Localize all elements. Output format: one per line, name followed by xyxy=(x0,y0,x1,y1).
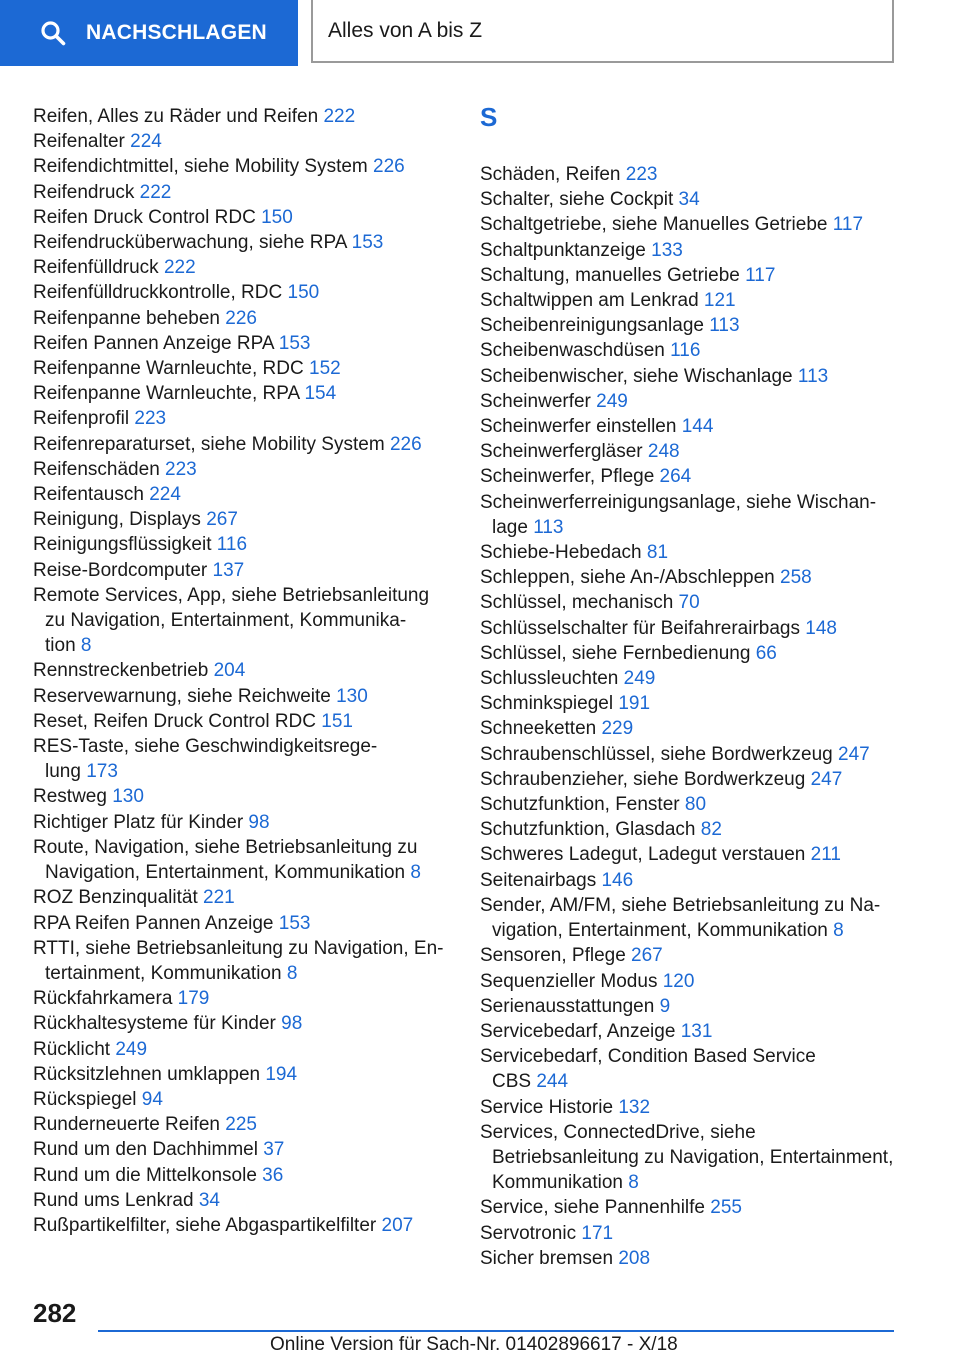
index-entry xyxy=(480,364,910,389)
page-link[interactable]: 113 xyxy=(709,315,740,337)
index-entry xyxy=(480,490,910,540)
index-entry xyxy=(33,306,453,331)
index-entry-text: Servotronic xyxy=(480,1222,582,1244)
index-entry-text: Service Historie xyxy=(480,1096,619,1118)
index-entry xyxy=(480,162,910,187)
index-entry-text: Scheinwerfergläser xyxy=(480,441,648,463)
index-entry-text: RPA Reifen Pannen Anzeige xyxy=(33,912,279,934)
index-entry-text: Reifen Druck Control RDC xyxy=(33,206,262,228)
page-link[interactable]: 204 xyxy=(213,660,246,682)
index-entry-text: Reservewarnung, siehe Reichweite xyxy=(33,685,337,707)
index-entry xyxy=(480,212,910,237)
page-link[interactable]: 8 xyxy=(80,635,92,657)
index-entry-line: Sender, AM/FM, siehe Betriebsanleitung zu Na- xyxy=(480,894,881,916)
page-link[interactable]: 249 xyxy=(623,668,656,690)
page-link[interactable]: 194 xyxy=(265,1063,298,1085)
index-entry xyxy=(480,288,910,313)
index-entry-text: ROZ Benzinqualität xyxy=(33,887,204,909)
section-letter: S xyxy=(480,102,498,132)
index-entry-text: Reifendrucküberwachung, siehe RPA xyxy=(33,232,352,254)
index-entry-text: tertainment, Kommunikation xyxy=(45,962,287,984)
index-entry-text: Reifenfülldruckkontrolle, RDC xyxy=(33,282,288,304)
index-entry-text: Schutzfunktion, Glasdach xyxy=(480,819,701,841)
index-entry xyxy=(480,1221,910,1246)
index-entry xyxy=(33,129,453,154)
page-link[interactable]: 8 xyxy=(833,920,844,942)
page-link[interactable]: 70 xyxy=(678,592,700,614)
index-entry-text: Reifenreparaturset, siehe Mobility System xyxy=(33,433,390,455)
index-entry-text: Schalter, siehe Cockpit xyxy=(480,189,679,211)
header xyxy=(0,0,960,66)
page-link[interactable]: 36 xyxy=(262,1164,284,1186)
index-entry xyxy=(480,1044,910,1094)
index-entry xyxy=(480,666,910,691)
index-entry-text: Kommunikation xyxy=(492,1172,629,1194)
page-link[interactable]: 208 xyxy=(618,1247,651,1269)
page-link[interactable]: 224 xyxy=(130,131,162,153)
index-entry xyxy=(33,432,453,457)
index-entry-text: lage xyxy=(492,516,534,538)
search-tab-label: NACHSCHLAGEN xyxy=(86,21,267,44)
index-entry-text: Scheibenwischer, siehe Wischanlage xyxy=(480,365,798,387)
page-link[interactable]: 120 xyxy=(662,970,695,992)
index-entry xyxy=(480,969,910,994)
index-entry-text: Schraubenschlüssel, siehe Bordwerkzeug xyxy=(480,743,839,765)
index-entry xyxy=(480,414,910,439)
index-entry xyxy=(33,558,453,583)
index-entry xyxy=(480,943,910,968)
page-link[interactable]: 117 xyxy=(832,214,864,236)
index-entry-line: zu Navigation, Entertainment, Kommunika- xyxy=(45,610,407,632)
index-entry xyxy=(480,767,910,792)
index-entry xyxy=(33,1137,453,1162)
index-entry xyxy=(33,986,453,1011)
index-entry-text: Reifentausch xyxy=(33,484,150,506)
page-link[interactable]: 151 xyxy=(321,710,353,732)
index-entry-text: Reifendichtmittel, siehe Mobility System xyxy=(33,156,374,178)
index-entry-text: Rund um den Dachhimmel xyxy=(33,1139,264,1161)
index-entry-text: Reifenfülldruck xyxy=(33,257,164,279)
page-link[interactable]: 153 xyxy=(278,912,311,934)
index-entry-text: Reifenpanne Warnleuchte, RPA xyxy=(33,383,305,405)
section-title-tab[interactable] xyxy=(311,0,894,63)
index-entry-line: Betriebsanleitung zu Navigation, Entertainment, xyxy=(492,1146,894,1168)
index-entry xyxy=(33,457,453,482)
index-entry xyxy=(480,1120,910,1196)
index-entry-text: Service, siehe Pannenhilfe xyxy=(480,1197,711,1219)
index-entry-line: Scheinwerferreinigungsanlage, siehe Wischan- xyxy=(480,491,877,513)
index-entry xyxy=(480,590,910,615)
index-entry xyxy=(33,1163,453,1188)
page-link[interactable]: 152 xyxy=(309,358,341,380)
index-entry-text: Scheibenwaschdüsen xyxy=(480,340,671,362)
page-link[interactable]: 117 xyxy=(745,264,776,286)
page-link[interactable]: 34 xyxy=(678,189,700,211)
page-link[interactable]: 223 xyxy=(165,458,197,480)
index-entry-text: Seitenairbags xyxy=(480,869,602,891)
page-link[interactable]: 248 xyxy=(647,441,680,463)
index-entry xyxy=(33,734,453,784)
page-link[interactable]: 247 xyxy=(810,768,843,790)
page-link[interactable]: 34 xyxy=(198,1189,220,1211)
index-entry xyxy=(33,180,453,205)
page-link[interactable]: 144 xyxy=(681,416,714,438)
index-entry-text: Schutzfunktion, Fenster xyxy=(480,794,685,816)
index-entry xyxy=(33,684,453,709)
index-entry-text: vigation, Entertainment, Kommunikation xyxy=(492,920,834,942)
page-link[interactable]: 267 xyxy=(631,945,663,967)
page-link[interactable]: 223 xyxy=(625,164,658,185)
index-entry xyxy=(33,104,453,129)
page-link[interactable]: 130 xyxy=(112,786,144,808)
page-link[interactable]: 130 xyxy=(336,685,368,707)
index-entry xyxy=(480,994,910,1019)
index-entry-text: Scheinwerfer xyxy=(480,390,597,412)
index-entry xyxy=(33,1011,453,1036)
index-entry-text: Sicher bremsen xyxy=(480,1247,619,1269)
index-entry-text: Schneeketten xyxy=(480,718,602,740)
page-link[interactable]: 221 xyxy=(203,887,235,909)
index-entry xyxy=(33,583,453,659)
index-entry-text: Schraubenzieher, siehe Bordwerkzeug xyxy=(480,768,811,790)
section-title: Alles von A bis Z xyxy=(328,18,483,42)
page-link[interactable]: 171 xyxy=(581,1222,614,1244)
index-entry xyxy=(33,709,453,734)
index-entry-text: Schäden, Reifen xyxy=(480,164,626,185)
index-entry xyxy=(480,716,910,741)
page-link[interactable]: 131 xyxy=(680,1020,713,1042)
page-link[interactable]: 94 xyxy=(141,1088,163,1110)
index-entry-text: Reifen, Alles zu Räder und Reifen xyxy=(33,106,324,127)
index-entry xyxy=(480,464,910,489)
index-entry xyxy=(33,784,453,809)
index-entry-line: Route, Navigation, siehe Betriebsanleitung zu xyxy=(33,836,418,858)
page-link[interactable]: 229 xyxy=(601,718,634,740)
index-entry xyxy=(33,507,453,532)
index-entry-text: Rückhaltesysteme für Kinder xyxy=(33,1013,282,1035)
online-version-note: Online Version für Sach-Nr. 01402896617 - X/18 xyxy=(270,1334,678,1355)
page-link[interactable]: 133 xyxy=(651,239,683,261)
index-entry-text: Schminkspiegel xyxy=(480,693,619,715)
index-entry-text: Schaltung, manuelles Getriebe xyxy=(480,264,746,286)
page-link[interactable]: 113 xyxy=(533,516,564,538)
page-link[interactable]: 9 xyxy=(659,995,671,1017)
index-entry xyxy=(480,338,910,363)
index-entry xyxy=(480,238,910,263)
index-entry-text: Reifenpanne Warnleuchte, RDC xyxy=(33,358,309,380)
index-entry-text: Schaltgetriebe, siehe Manuelles Getriebe xyxy=(480,214,833,236)
search-tab[interactable] xyxy=(0,0,298,66)
index-entry-line: Remote Services, App, siehe Betriebsanleitung xyxy=(33,584,430,606)
page-link[interactable]: 226 xyxy=(389,433,422,455)
index-entry xyxy=(480,893,910,943)
index-entry-text: Reifenschäden xyxy=(33,458,166,480)
page-link[interactable]: 98 xyxy=(248,811,270,833)
index-entry-line: Services, ConnectedDrive, siehe xyxy=(480,1121,756,1143)
page-link[interactable]: 153 xyxy=(351,232,384,254)
index-entry-text: Schleppen, siehe An-/Abschleppen xyxy=(480,567,780,589)
index-entry xyxy=(33,911,453,936)
page-link[interactable]: 244 xyxy=(536,1071,569,1093)
page-link[interactable]: 226 xyxy=(373,156,405,178)
page-link[interactable]: 82 xyxy=(700,819,722,841)
index-entry xyxy=(33,1213,453,1238)
index-entry-text: Rücksitzlehnen umklappen xyxy=(33,1063,266,1085)
index-entry xyxy=(480,1195,910,1220)
page-link[interactable]: 137 xyxy=(212,559,245,581)
page-link[interactable]: 8 xyxy=(628,1172,639,1194)
index-entry xyxy=(33,331,453,356)
index-entry xyxy=(480,1019,910,1044)
index-list-right xyxy=(480,162,910,1271)
page-link[interactable]: 191 xyxy=(618,693,651,715)
index-entry-text: Rußpartikelfilter, siehe Abgaspartikelfilter xyxy=(33,1214,382,1236)
page-link[interactable]: 173 xyxy=(86,761,118,783)
page-link[interactable]: 223 xyxy=(134,408,167,430)
page-link[interactable]: 249 xyxy=(596,390,628,412)
index-entry-text: Rückfahrkamera xyxy=(33,988,178,1010)
index-entry xyxy=(480,187,910,212)
index-column-right xyxy=(480,104,910,1271)
index-entry-text: Schlüsselschalter für Beifahrerairbags xyxy=(480,617,806,639)
page-link[interactable]: 121 xyxy=(703,290,736,312)
page-link[interactable]: 37 xyxy=(263,1139,285,1161)
index-entry-text: lung xyxy=(45,761,87,783)
page-link[interactable]: 132 xyxy=(618,1096,651,1118)
index-entry-text: Schweres Ladegut, Ladegut verstauen xyxy=(480,844,811,866)
page-link[interactable]: 247 xyxy=(838,743,870,765)
page-link[interactable]: 226 xyxy=(225,307,257,329)
page-link[interactable]: 146 xyxy=(601,869,634,891)
index-entry-text: Schlüssel, siehe Fernbedienung xyxy=(480,642,756,664)
index-entry-text: Richtiger Platz für Kinder xyxy=(33,811,249,833)
page-link[interactable]: 98 xyxy=(281,1013,303,1035)
page-link[interactable]: 267 xyxy=(206,509,238,531)
index-entry xyxy=(480,565,910,590)
index-entry xyxy=(480,389,910,414)
index-entry-text: Reifenpanne beheben xyxy=(33,307,226,329)
page-link[interactable]: 148 xyxy=(805,617,837,639)
index-entry xyxy=(33,205,453,230)
index-entry-text: Rücklicht xyxy=(33,1038,116,1060)
index-entry-text: Rund um die Mittelkonsole xyxy=(33,1164,263,1186)
index-entry-text: Rennstreckenbetrieb xyxy=(33,660,214,682)
index-entry xyxy=(33,532,453,557)
index-entry xyxy=(33,936,453,986)
index-entry xyxy=(480,1095,910,1120)
index-entry xyxy=(33,154,453,179)
index-entry-text: Reifen Pannen Anzeige RPA xyxy=(33,332,279,354)
index-entry xyxy=(33,658,453,683)
page-link[interactable]: 113 xyxy=(797,365,829,387)
index-entry-text: Scheinwerfer einstellen xyxy=(480,416,682,438)
index-entry-text: Scheinwerfer, Pflege xyxy=(480,466,660,488)
index-entry xyxy=(480,868,910,893)
page-link[interactable]: 8 xyxy=(410,862,421,884)
page-link[interactable]: 207 xyxy=(381,1214,414,1236)
page-link[interactable]: 116 xyxy=(216,534,248,556)
index-entry-text: Reinigung, Displays xyxy=(33,509,207,531)
index-entry-line: RES-Taste, siehe Geschwindigkeitsrege- xyxy=(33,736,378,758)
page-link[interactable]: 258 xyxy=(780,567,812,589)
index-entry xyxy=(33,406,453,431)
index-entry-text: Rückspiegel xyxy=(33,1088,142,1110)
index-entry-text: Navigation, Entertainment, Kommunikation xyxy=(45,862,411,884)
index-entry-text: Schlüssel, mechanisch xyxy=(480,592,679,614)
index-entry xyxy=(33,885,453,910)
page-link[interactable]: 150 xyxy=(287,282,320,304)
index-entry xyxy=(33,835,453,885)
index-entry xyxy=(33,1037,453,1062)
index-entry-line: RTTI, siehe Betriebsanleitung zu Navigation, En- xyxy=(33,937,444,959)
page-link[interactable]: 211 xyxy=(810,844,841,866)
page-link[interactable]: 116 xyxy=(670,340,701,362)
page-link[interactable]: 222 xyxy=(323,106,356,127)
page-link[interactable]: 249 xyxy=(115,1038,148,1060)
index-column-left xyxy=(33,104,453,1238)
page-link[interactable]: 255 xyxy=(710,1197,742,1219)
index-entry xyxy=(33,810,453,835)
index-entry xyxy=(480,792,910,817)
index-entry xyxy=(480,1246,910,1271)
index-entry-text: tion xyxy=(45,635,81,657)
page-link[interactable]: 264 xyxy=(659,466,692,488)
index-entry xyxy=(33,1087,453,1112)
page-number: 282 xyxy=(33,1298,77,1328)
page-link[interactable]: 153 xyxy=(278,332,311,354)
index-entry-text: Schaltwippen am Lenkrad xyxy=(480,290,704,312)
index-entry xyxy=(33,381,453,406)
index-entry-text: CBS xyxy=(492,1071,537,1093)
index-entry-text: Runderneuerte Reifen xyxy=(33,1114,226,1136)
page-link[interactable]: 154 xyxy=(304,383,337,405)
index-entry xyxy=(33,280,453,305)
index-entry-text: Restweg xyxy=(33,786,113,808)
page-link[interactable]: 225 xyxy=(225,1114,257,1136)
page-link[interactable]: 66 xyxy=(755,642,777,664)
page-link[interactable]: 222 xyxy=(139,181,172,203)
index-entry-text: Reinigungsflüssigkeit xyxy=(33,534,217,556)
index-entry xyxy=(480,616,910,641)
footer-divider xyxy=(98,1330,894,1332)
index-entry-text: Reise-Bordcomputer xyxy=(33,559,213,581)
index-entry xyxy=(480,439,910,464)
index-entry-text: Schaltpunktanzeige xyxy=(480,239,652,261)
page-link[interactable]: 222 xyxy=(163,257,196,279)
page-link[interactable]: 81 xyxy=(646,542,669,564)
search-icon xyxy=(40,20,66,46)
index-entry xyxy=(480,842,910,867)
index-entry xyxy=(33,482,453,507)
index-entry-text: Schiebe-Hebedach xyxy=(480,542,647,564)
index-entry-text: Servicebedarf, Anzeige xyxy=(480,1020,681,1042)
index-entry-text: Reifenprofil xyxy=(33,408,135,430)
index-entry-text: Schlussleuchten xyxy=(480,668,624,690)
index-entry xyxy=(33,230,453,255)
index-entry xyxy=(33,1062,453,1087)
page-link[interactable]: 150 xyxy=(261,206,293,228)
index-entry xyxy=(33,1112,453,1137)
index-entry-text: Serienausstattungen xyxy=(480,995,660,1017)
index-entry xyxy=(480,540,910,565)
index-entry-text: Sensoren, Pflege xyxy=(480,945,632,967)
index-entry xyxy=(480,641,910,666)
index-entry-text: Reifenalter xyxy=(33,131,131,153)
index-entry-text: Scheibenreinigungsanlage xyxy=(480,315,710,337)
index-entry-text: Reset, Reifen Druck Control RDC xyxy=(33,710,322,732)
index-entry-text: Sequenzieller Modus xyxy=(480,970,663,992)
index-entry-text: Reifendruck xyxy=(33,181,140,203)
index-entry xyxy=(480,263,910,288)
index-entry xyxy=(480,742,910,767)
page-link[interactable]: 80 xyxy=(684,794,707,816)
index-entry xyxy=(33,356,453,381)
page-link[interactable]: 179 xyxy=(177,988,210,1010)
index-entry-text: Rund ums Lenkrad xyxy=(33,1189,199,1211)
index-entry xyxy=(480,691,910,716)
page-link[interactable]: 8 xyxy=(286,962,298,984)
index-entry xyxy=(33,255,453,280)
index-entry-line: Servicebedarf, Condition Based Service xyxy=(480,1046,816,1068)
index-entry xyxy=(480,817,910,842)
index-entry xyxy=(480,313,910,338)
index-entry xyxy=(33,1188,453,1213)
page-link[interactable]: 224 xyxy=(149,484,181,506)
